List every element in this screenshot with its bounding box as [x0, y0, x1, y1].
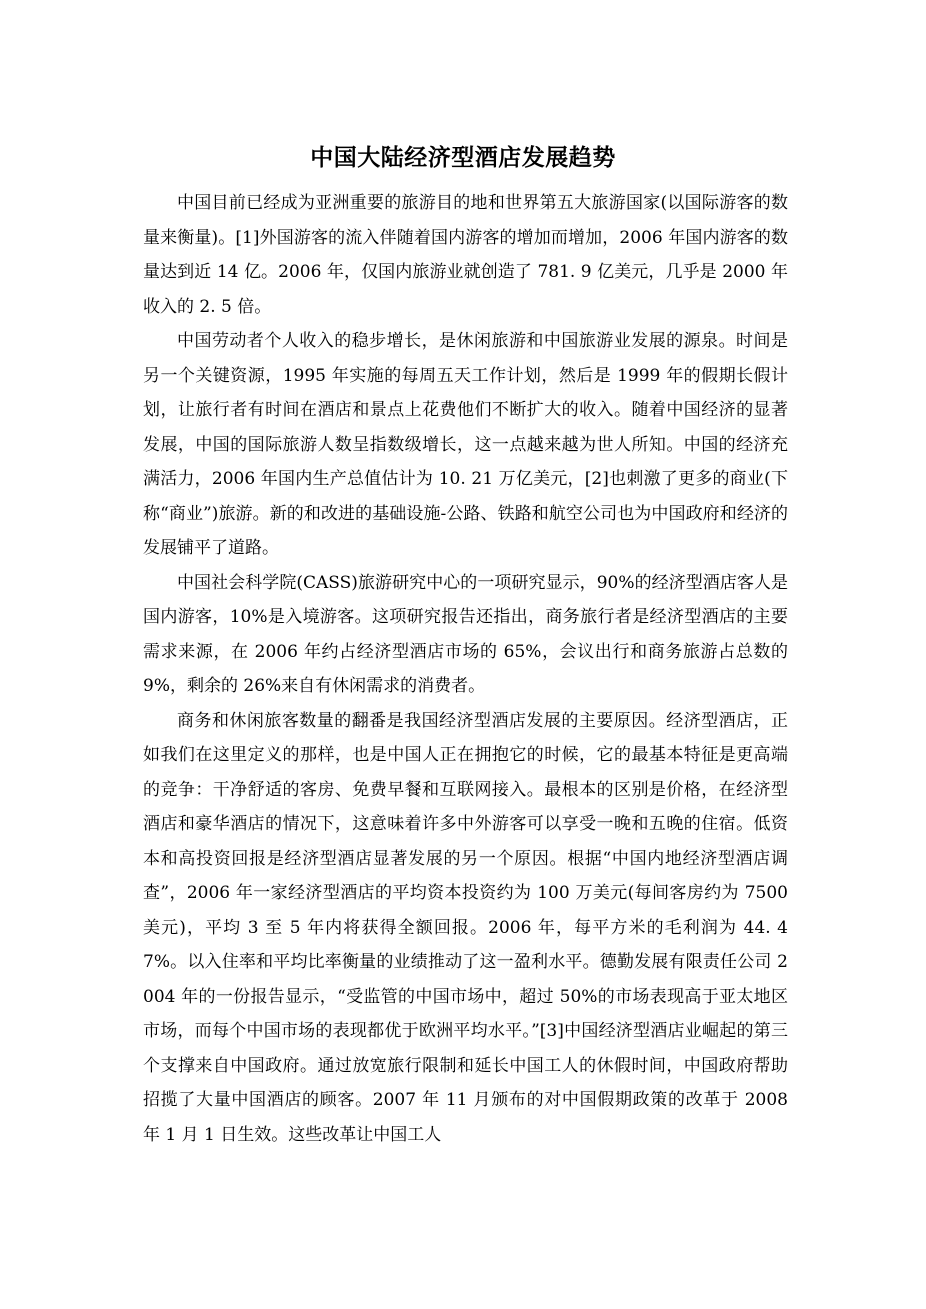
document-body: [143, 186, 788, 1152]
document-title: 中国大陆经济型酒店发展趋势: [310, 145, 616, 171]
paragraph-3: 中国社会科学院(CASS)旅游研究中心的一项研究显示，90%的经济型酒店客人是国内游客，10%是入境游客。这项研究报告还指出，商务旅行者是经济型酒店的主要需求来源，在 2006 年约占经济型酒店市场的 65%，会议出行和商务旅游占总数的 9%，剩余的 26%来自有休闲需求的消费者。: [143, 572, 788, 696]
paragraph-1: 中国目前已经成为亚洲重要的旅游目的地和世界第五大旅游国家(以国际游客的数量来衡量)。[1]外国游客的流入伴随着国内游客的增加而增加，2006 年国内游客的数量达到近 14 亿。2006 年，仅国内旅游业就创造了 781. 9 亿美元，几乎是 2000 年收入的 2. 5 倍。: [143, 193, 788, 317]
paragraph-4: 商务和休闲旅客数量的翻番是我国经济型酒店发展的主要原因。经济型酒店，正如我们在这里定义的那样，也是中国人正在拥抱它的时候，它的最基本特征是更高端的竞争：干净舒适的客房、免费早餐和互联网接入。最根本的区别是价格，在经济型酒店和豪华酒店的情况下，这意味着许多中外游客可以享受一晚和五晚的住宿。低资本和高投资回报是经济型酒店显著发展的另一个原因。根据“中国内地经济型酒店调查”，2006 年一家经济型酒店的平均资本投资约为 100 万美元(每间客房约为 7500 美元)，平均 3 至 5 年内将获得全额回报。2006 年，每平方米的毛利润为 44. 47%。以入住率和平均比率衡量的业绩推动了这一盈利水平。德勤发展有限责任公司 2004 年的一份报告显示，“受监管的中国市场中，超过 50%的市场表现高于亚太地区市场，而每个中国市场的表现都优于欧洲平均水平。”[3]中国经济型酒店业崛起的第三个支撑来自中国政府。通过放宽旅行限制和延长中国工人的休假时间，中国政府帮助招揽了大量中国酒店的顾客。2007 年 11 月颁布的对中国假期政策的改革于 2008 年 1 月 1 日生效。这些改革让中国工人: [143, 710, 788, 1145]
paragraph-2: 中国劳动者个人收入的稳步增长，是休闲旅游和中国旅游业发展的源泉。时间是另一个关键资源，1995 年实施的每周五天工作计划，然后是 1999 年的假期长假计划，让旅行者有时间在酒店和景点上花费他们不断扩大的收入。随着中国经济的显著发展，中国的国际旅游人数呈指数级增长，这一点越来越为世人所知。中国的经济充满活力，2006 年国内生产总值估计为 10. 21 万亿美元，[2]也刺激了更多的商业(下称“商业”)旅游。新的和改进的基础设施-公路、铁路和航空公司也为中国政府和经济的发展铺平了道路。: [143, 331, 788, 558]
